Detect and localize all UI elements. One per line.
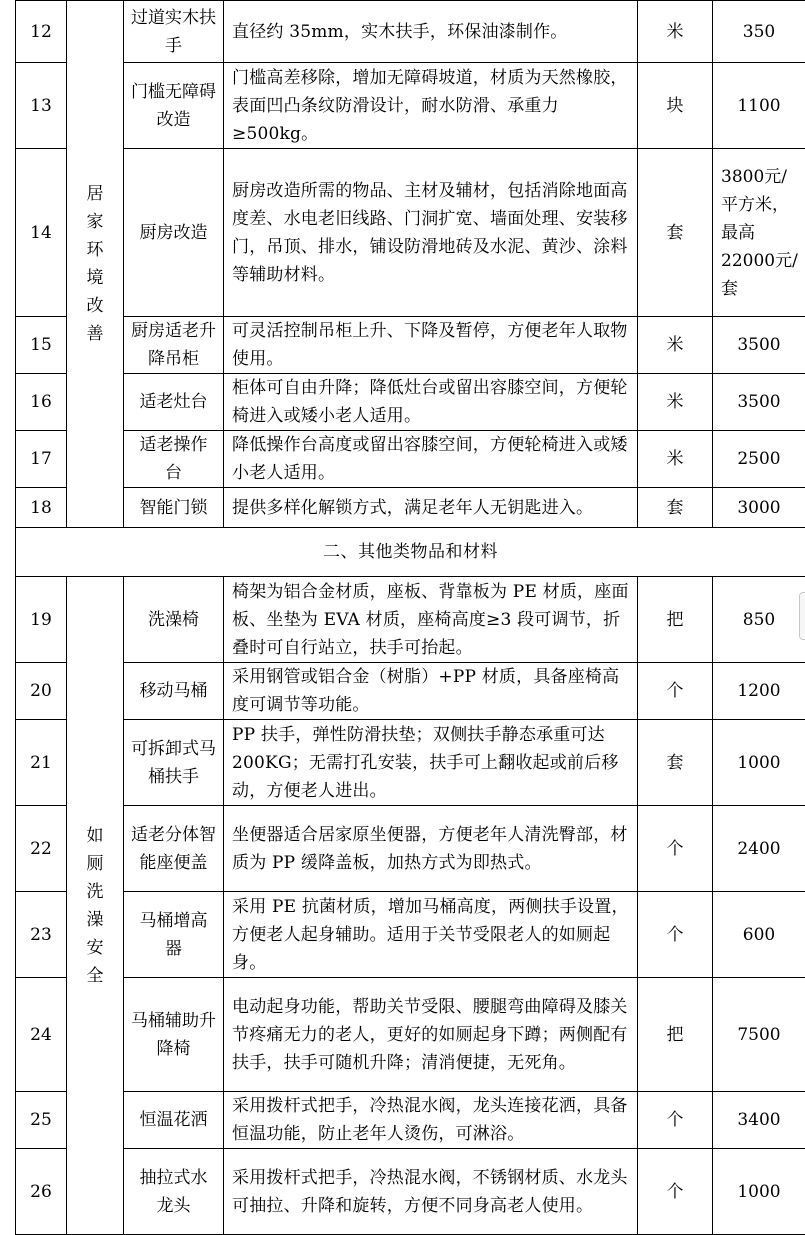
- item-price: 850: [713, 577, 805, 663]
- row-number: 14: [16, 149, 67, 317]
- row-number: 25: [16, 1092, 67, 1149]
- item-description: 坐便器适合居家原坐便器，方便老年人清洗臀部，材质为 PP 缓降盖板，加热方式为即热式。: [224, 806, 638, 892]
- item-name: 适老分体智能座便盖: [124, 806, 224, 892]
- row-number: 26: [16, 1149, 67, 1235]
- item-description: 采用钢管或铝合金（树脂）+PP 材质，具备座椅高度可调节等功能。: [224, 663, 638, 720]
- table-row: [16, 1, 805, 63]
- row-number: 17: [16, 431, 67, 488]
- item-unit: 个: [638, 806, 713, 892]
- row-number: 12: [16, 1, 67, 63]
- item-description: 降低操作台高度或留出容膝空间，方便轮椅进入或矮小老人适用。: [224, 431, 638, 488]
- item-description: 门槛高差移除，增加无障碍坡道，材质为天然橡胶，表面凹凸条纹防滑设计，耐水防滑、承重力≥500kg。: [224, 63, 638, 149]
- item-name: 智能门锁: [124, 488, 224, 528]
- item-name: 厨房改造: [124, 149, 224, 317]
- item-name: 抽拉式水龙头: [124, 1149, 224, 1235]
- item-description: 可灵活控制吊柜上升、下降及暂停，方便老年人取物使用。: [224, 317, 638, 374]
- item-name: 马桶增高器: [124, 892, 224, 978]
- row-number: 24: [16, 978, 67, 1092]
- item-name: 厨房适老升降吊柜: [124, 317, 224, 374]
- item-description: 提供多样化解锁方式，满足老年人无钥匙进入。: [224, 488, 638, 528]
- row-number: 20: [16, 663, 67, 720]
- item-name: 恒温花洒: [124, 1092, 224, 1149]
- item-description: PP 扶手，弹性防滑扶垫；双侧扶手静态承重可达 200KG；无需打孔安装，扶手可上翻收起或前后移动，方便老人进出。: [224, 720, 638, 806]
- item-unit: 块: [638, 63, 713, 149]
- item-price: 2500: [713, 431, 805, 488]
- item-price: 3500: [713, 374, 805, 431]
- item-price: 350: [713, 1, 805, 63]
- item-unit: 米: [638, 317, 713, 374]
- item-description: 电动起身功能，帮助关节受限、腰腿弯曲障碍及膝关节疼痛无力的老人，更好的如厕起身下蹲；两侧配有扶手，扶手可随机升降；清消便捷，无死角。: [224, 978, 638, 1092]
- row-number: 15: [16, 317, 67, 374]
- item-unit: 米: [638, 1, 713, 63]
- table-row: [16, 663, 805, 720]
- table-row: [16, 63, 805, 149]
- table-row: [16, 1149, 805, 1235]
- item-price: 3800元/平方米，最高22000元/套: [713, 149, 805, 317]
- item-name: 移动马桶: [124, 663, 224, 720]
- category-label: 居家环境改善: [87, 184, 104, 344]
- row-number: 18: [16, 488, 67, 528]
- item-name: 适老灶台: [124, 374, 224, 431]
- item-description: 采用 PE 抗菌材质，增加马桶高度，两侧扶手设置，方便老人起身辅助。适用于关节受限老人的如厕起身。: [224, 892, 638, 978]
- row-number: 21: [16, 720, 67, 806]
- item-name: 可拆卸式马桶扶手: [124, 720, 224, 806]
- item-unit: 个: [638, 663, 713, 720]
- item-unit: 米: [638, 431, 713, 488]
- table-row: [16, 1092, 805, 1149]
- item-unit: 把: [638, 978, 713, 1092]
- item-description: 椅架为铝合金材质，座板、背靠板为 PE 材质，座面板、坐垫为 EVA 材质，座椅高度≥3 段可调节，折叠时可自行站立，扶手可抬起。: [224, 577, 638, 663]
- item-description: 直径约 35mm，实木扶手，环保油漆制作。: [224, 1, 638, 63]
- item-price: 1000: [713, 720, 805, 806]
- item-name: 马桶辅助升降椅: [124, 978, 224, 1092]
- section-row: [16, 528, 805, 577]
- row-number: 23: [16, 892, 67, 978]
- item-price: 1200: [713, 663, 805, 720]
- table-row: [16, 317, 805, 374]
- table-row: [16, 149, 805, 317]
- category-label: 如厕洗澡安全: [87, 826, 104, 986]
- table-row: [16, 806, 805, 892]
- item-unit: 套: [638, 720, 713, 806]
- item-description: 采用拨杆式把手，冷热混水阀，龙头连接花洒，具备恒温功能，防止老年人烫伤，可淋浴。: [224, 1092, 638, 1149]
- item-price: 1000: [713, 1149, 805, 1235]
- item-price: 3400: [713, 1092, 805, 1149]
- row-number: 13: [16, 63, 67, 149]
- category-cell: [67, 1, 124, 528]
- item-name: 适老操作台: [124, 431, 224, 488]
- item-unit: 把: [638, 577, 713, 663]
- table-row: [16, 892, 805, 978]
- item-price: 2400: [713, 806, 805, 892]
- row-number: 19: [16, 577, 67, 663]
- item-price: 600: [713, 892, 805, 978]
- scrollbar-handle[interactable]: [799, 592, 805, 640]
- item-unit: 套: [638, 149, 713, 317]
- category-cell: [67, 577, 124, 1235]
- item-description: 采用拨杆式把手，冷热混水阀，不锈钢材质、水龙头可抽拉、升降和旋转，方便不同身高老人使用。: [224, 1149, 638, 1235]
- item-price: 3000: [713, 488, 805, 528]
- table-row: [16, 374, 805, 431]
- table-row: [16, 720, 805, 806]
- item-unit: 个: [638, 1092, 713, 1149]
- item-unit: 套: [638, 488, 713, 528]
- item-price: 3500: [713, 317, 805, 374]
- price-table: [15, 0, 805, 1235]
- item-unit: 米: [638, 374, 713, 431]
- item-name: 过道实木扶手: [124, 1, 224, 63]
- item-name: 洗澡椅: [124, 577, 224, 663]
- row-number: 22: [16, 806, 67, 892]
- item-price: 7500: [713, 978, 805, 1092]
- item-description: 厨房改造所需的物品、主材及辅材，包括消除地面高度差、水电老旧线路、门洞扩宽、墙面处理、安装移门，吊顶、排水，铺设防滑地砖及水泥、黄沙、涂料等辅助材料。: [224, 149, 638, 317]
- table-row: [16, 978, 805, 1092]
- item-unit: 个: [638, 1149, 713, 1235]
- table-row: [16, 577, 805, 663]
- item-unit: 个: [638, 892, 713, 978]
- item-name: 门槛无障碍改造: [124, 63, 224, 149]
- table-row: [16, 488, 805, 528]
- row-number: 16: [16, 374, 67, 431]
- section-title: 二、其他类物品和材料: [16, 528, 805, 577]
- table-row: [16, 431, 805, 488]
- item-description: 柜体可自由升降；降低灶台或留出容膝空间，方便轮椅进入或矮小老人适用。: [224, 374, 638, 431]
- item-price: 1100: [713, 63, 805, 149]
